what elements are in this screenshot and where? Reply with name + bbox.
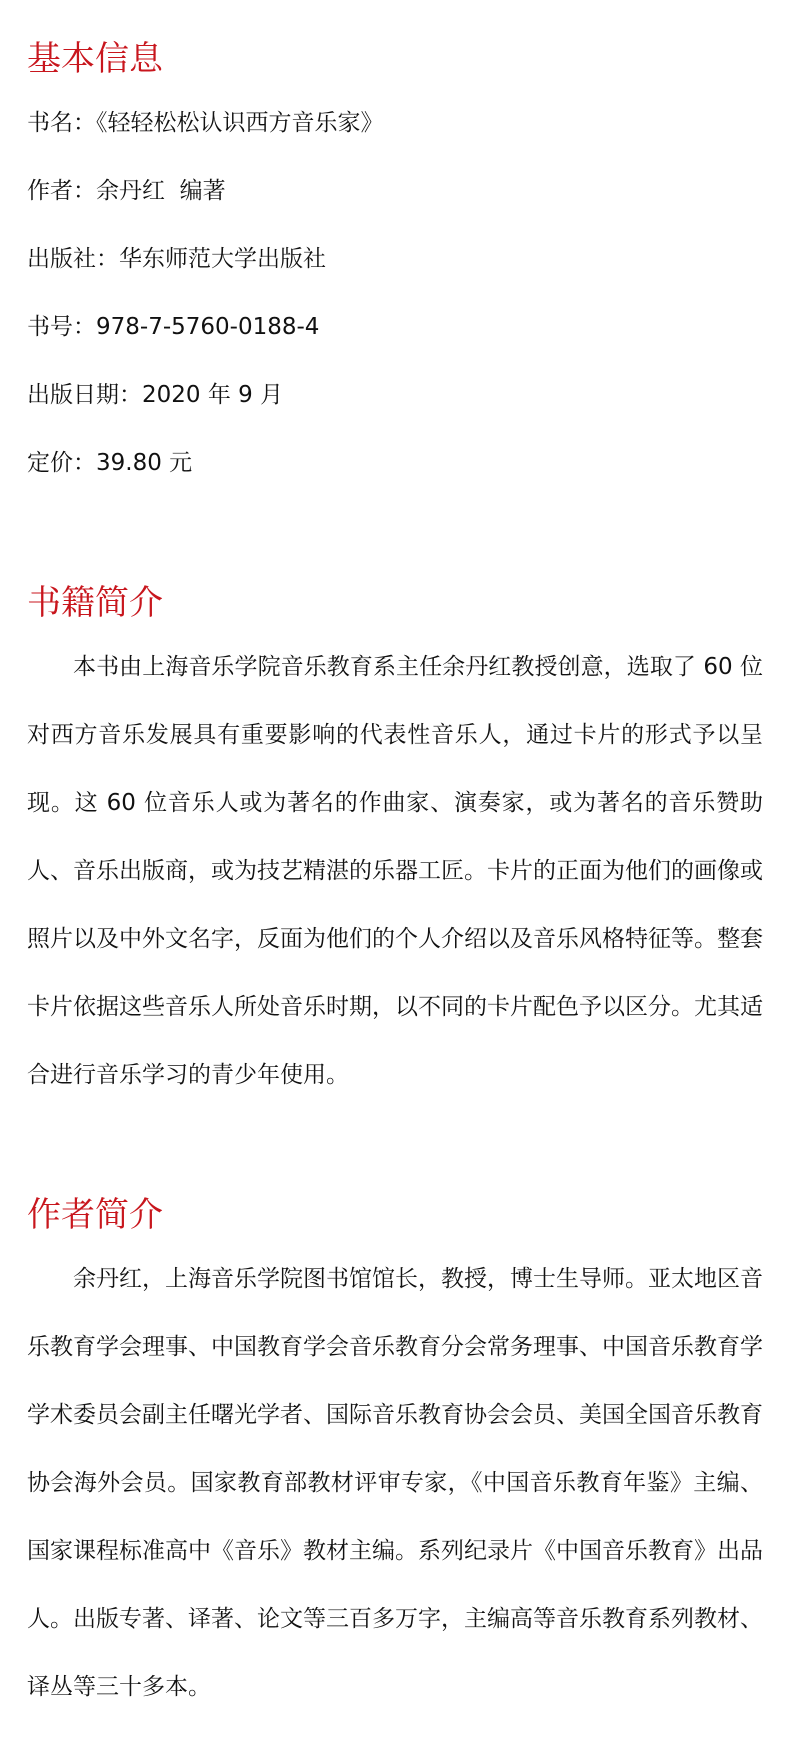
info-line-publish-date xyxy=(27,361,763,429)
info-label: 出版社： xyxy=(27,246,119,272)
info-label: 定价： xyxy=(27,450,96,476)
info-line-price xyxy=(27,429,763,497)
info-line-isbn xyxy=(27,293,763,361)
info-line-author xyxy=(27,157,763,225)
info-label: 作者： xyxy=(27,178,96,204)
info-label: 书号： xyxy=(27,314,96,340)
info-value: 余丹红 编著 xyxy=(96,178,226,204)
info-line-publisher xyxy=(27,225,763,293)
info-value: 39.80 元 xyxy=(96,450,193,476)
info-label: 出版日期： xyxy=(27,382,142,408)
book-intro-paragraph: 本书由上海音乐学院音乐教育系主任余丹红教授创意，选取了 60 位对西方音乐发展具有重要影响的代表性音乐人，通过卡片的形式予以呈现。这 60 位音乐人或为著名的作曲家、演奏家，或为著名的音乐赞助人、音乐出版商，或为技艺精湛的乐器工匠。卡片的正面为他们的画像或照片以及中外文名字，反面为他们的个人介绍以及音乐风格特征等。整套卡片依据这些音乐人所处音乐时期，以不同的卡片配色予以区分。尤其适合进行音乐学习的青少年使用。 xyxy=(27,654,763,1088)
info-value: 华东师范大学出版社 xyxy=(119,246,326,272)
info-value: 《轻轻松松认识西方音乐家》 xyxy=(96,110,384,136)
basic-info-heading: 基本信息 xyxy=(27,39,163,79)
info-label: 书名： xyxy=(27,110,96,136)
info-line-book-title xyxy=(27,89,763,157)
info-value: 2020 年 9 月 xyxy=(142,382,284,408)
info-value: 978-7-5760-0188-4 xyxy=(96,314,320,340)
author-intro-paragraph: 余丹红，上海音乐学院图书馆馆长，教授，博士生导师。亚太地区音乐教育学会理事、中国教育学会音乐教育分会常务理事、中国音乐教育学学术委员会副主任曙光学者、国际音乐教育协会会员、美国全国音乐教育协会海外会员。国家教育部教材评审专家，《中国音乐教育年鉴》主编、国家课程标准高中《音乐》教材主编。系列纪录片《中国音乐教育》出品人。出版专著、译著、论文等三百多万字，主编高等音乐教育系列教材、译丛等三十多本。 xyxy=(27,1266,763,1700)
author-intro-heading: 作者简介 xyxy=(27,1195,163,1235)
book-intro-heading: 书籍简介 xyxy=(27,583,163,623)
basic-info-list xyxy=(27,89,763,497)
